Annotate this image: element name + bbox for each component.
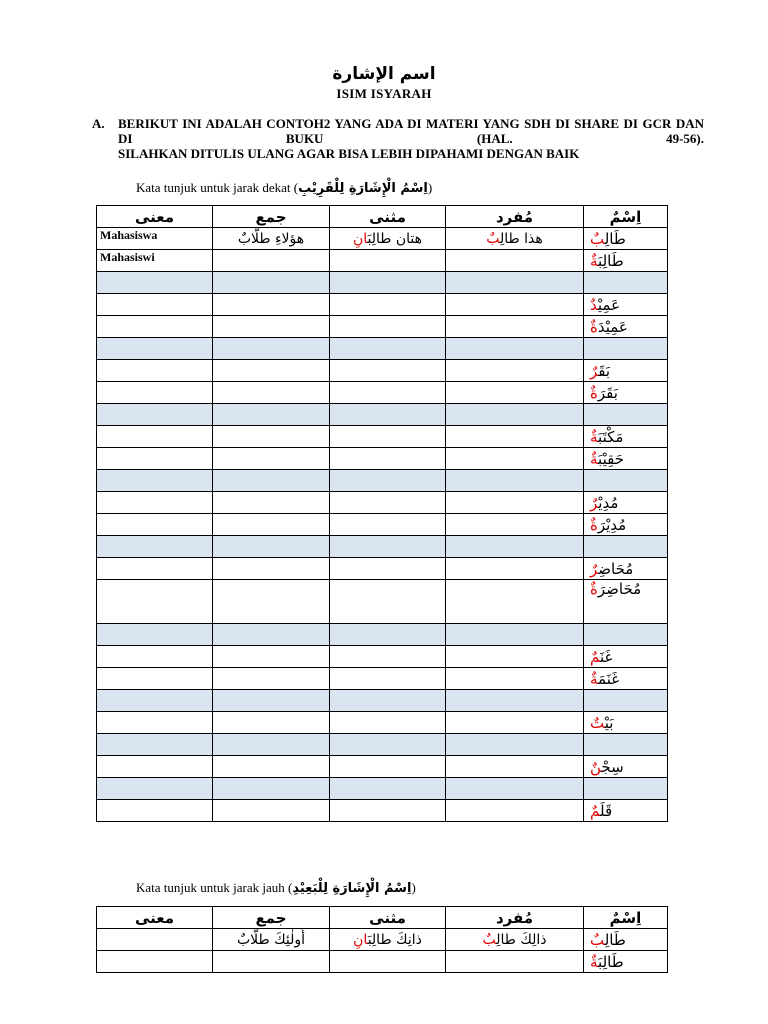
cell-ism (584, 470, 668, 492)
cell-ism: طَالِبٌ (584, 228, 668, 250)
cell-ism (584, 778, 668, 800)
table-near (96, 205, 668, 822)
cell-ism (584, 272, 668, 294)
cell-makna[interactable] (97, 492, 213, 514)
cell-ism: مَكْتَبَةٌ (584, 426, 668, 448)
cell-makna[interactable] (97, 580, 213, 624)
table-row (97, 800, 668, 822)
cell-jamak[interactable] (213, 360, 330, 382)
header-mutsanna: مثنى (330, 206, 446, 228)
cell-mutsanna[interactable] (330, 558, 446, 580)
cell-mutsanna[interactable] (330, 448, 446, 470)
cell-jamak[interactable] (213, 426, 330, 448)
cell-makna[interactable] (97, 360, 213, 382)
cell-mufrad[interactable] (446, 624, 584, 646)
cell-jamak[interactable]: هؤلاءِ طلّابٌ (213, 228, 330, 250)
cell-makna[interactable] (97, 929, 213, 951)
cell-makna[interactable] (97, 338, 213, 360)
instruction-number: A. (92, 116, 105, 131)
cell-makna[interactable] (97, 382, 213, 404)
cell-mutsanna[interactable] (330, 338, 446, 360)
cell-jamak[interactable] (213, 646, 330, 668)
cell-mufrad[interactable]: ذالِكَ طالِبٌ (446, 929, 584, 951)
cell-mutsanna[interactable] (330, 690, 446, 712)
cell-ism: طَالِبٌ (584, 929, 668, 951)
cell-ism (584, 536, 668, 558)
cell-makna[interactable] (97, 404, 213, 426)
table-row (97, 250, 668, 272)
cell-makna[interactable] (97, 470, 213, 492)
cell-makna[interactable] (97, 668, 213, 690)
cell-mutsanna[interactable] (330, 492, 446, 514)
cell-mutsanna[interactable] (330, 250, 446, 272)
table-row (97, 646, 668, 668)
table-row (97, 951, 668, 973)
table-row (97, 580, 668, 624)
cell-mufrad[interactable] (446, 250, 584, 272)
cell-jamak[interactable] (213, 272, 330, 294)
cell-mutsanna[interactable] (330, 426, 446, 448)
cell-mutsanna[interactable] (330, 294, 446, 316)
cell-mutsanna[interactable] (330, 951, 446, 973)
cell-makna[interactable]: Mahasiswa (97, 228, 213, 250)
cell-mufrad[interactable] (446, 514, 584, 536)
cell-mutsanna[interactable] (330, 272, 446, 294)
cell-ism (584, 734, 668, 756)
cell-mutsanna[interactable] (330, 360, 446, 382)
table-row (97, 712, 668, 734)
table-row (97, 448, 668, 470)
cell-mutsanna[interactable] (330, 404, 446, 426)
cell-ism: طَالِبَةٌ (584, 250, 668, 272)
cell-mufrad[interactable] (446, 800, 584, 822)
table-row (97, 668, 668, 690)
instruction-line-1: BERIKUT INI ADALAH CONTOH2 YANG ADA DI MATERI YANG SDH DI SHARE DI GCR DAN DI BUKU (HAL. 49-56). (118, 116, 704, 146)
cell-jamak[interactable] (213, 492, 330, 514)
cell-mufrad[interactable] (446, 951, 584, 973)
cell-jamak[interactable] (213, 668, 330, 690)
table-row (97, 338, 668, 360)
cell-mufrad[interactable] (446, 756, 584, 778)
cell-makna[interactable] (97, 778, 213, 800)
page-title-arabic: اسم الإشارة (332, 64, 436, 84)
cell-jamak[interactable] (213, 382, 330, 404)
cell-makna[interactable] (97, 756, 213, 778)
cell-mufrad[interactable] (446, 470, 584, 492)
cell-ism: مُدِيْرٌ (584, 492, 668, 514)
header-makna: معنى (97, 907, 213, 929)
cell-mufrad[interactable] (446, 426, 584, 448)
cell-makna[interactable] (97, 646, 213, 668)
cell-mufrad[interactable] (446, 294, 584, 316)
cell-mufrad[interactable] (446, 668, 584, 690)
cell-ism (584, 690, 668, 712)
header-ism: اِسْمٌ (584, 206, 668, 228)
cell-makna[interactable] (97, 316, 213, 338)
cell-makna[interactable] (97, 558, 213, 580)
table-row (97, 316, 668, 338)
cell-mutsanna[interactable] (330, 734, 446, 756)
table-header-row (97, 907, 668, 929)
cell-makna[interactable] (97, 624, 213, 646)
cell-makna[interactable] (97, 536, 213, 558)
cell-mutsanna[interactable] (330, 470, 446, 492)
cell-jamak[interactable] (213, 536, 330, 558)
header-ism: اِسْمٌ (584, 907, 668, 929)
table-row (97, 382, 668, 404)
cell-ism: مُحَاضِرٌ (584, 558, 668, 580)
cell-jamak[interactable] (213, 778, 330, 800)
cell-makna[interactable] (97, 951, 213, 973)
cell-mufrad[interactable] (446, 580, 584, 624)
cell-ism (584, 338, 668, 360)
cell-jamak[interactable] (213, 712, 330, 734)
header-mufrad: مُفرد (446, 907, 584, 929)
cell-jamak[interactable] (213, 558, 330, 580)
table-row (97, 558, 668, 580)
cell-jamak[interactable] (213, 404, 330, 426)
cell-mufrad[interactable] (446, 734, 584, 756)
cell-ism: غَنَمٌ (584, 646, 668, 668)
cell-jamak[interactable] (213, 951, 330, 973)
cell-ism: قَلَمٌ (584, 800, 668, 822)
section-near-label-arabic: اِسْمُ الْإِشَارَةِ لِلْقَرِيْبِ (298, 181, 428, 196)
header-jamak: جمع (213, 907, 330, 929)
cell-mutsanna[interactable]: هتان طالِبَانِ (330, 228, 446, 250)
cell-jamak[interactable] (213, 690, 330, 712)
table-row (97, 536, 668, 558)
cell-ism: عَمِيْدٌ (584, 294, 668, 316)
section-near-label: Kata tunjuk untuk jarak dekat (اِسْمُ الْإِشَارَةِ لِلْقَرِيْبِ) (136, 180, 433, 196)
cell-jamak[interactable]: أُولٰئِكَ طلّابٌ (213, 929, 330, 951)
cell-mufrad[interactable] (446, 690, 584, 712)
cell-jamak[interactable] (213, 580, 330, 624)
cell-mufrad[interactable] (446, 448, 584, 470)
cell-ism: مُحَاضِرَةٌ (584, 580, 668, 624)
cell-ism: طَالِبَةٌ (584, 951, 668, 973)
cell-mutsanna[interactable] (330, 536, 446, 558)
cell-mutsanna[interactable] (330, 316, 446, 338)
table-row (97, 690, 668, 712)
cell-jamak[interactable] (213, 514, 330, 536)
table-row (97, 778, 668, 800)
instruction-block (92, 116, 704, 161)
cell-jamak[interactable] (213, 734, 330, 756)
cell-jamak[interactable] (213, 250, 330, 272)
cell-mutsanna[interactable] (330, 756, 446, 778)
instruction-line-2: SILAHKAN DITULIS ULANG AGAR BISA LEBIH DIPAHAMI DENGAN BAIK (118, 146, 580, 161)
cell-ism: غَنَمَةٌ (584, 668, 668, 690)
cell-makna[interactable] (97, 734, 213, 756)
table-row (97, 514, 668, 536)
cell-makna[interactable]: Mahasiswi (97, 250, 213, 272)
cell-mufrad[interactable] (446, 536, 584, 558)
cell-ism: بَيْتٌ (584, 712, 668, 734)
table-row (97, 404, 668, 426)
header-makna: معنى (97, 206, 213, 228)
header-mutsanna: مثنى (330, 907, 446, 929)
cell-jamak[interactable] (213, 338, 330, 360)
cell-mufrad[interactable] (446, 712, 584, 734)
table-row (97, 929, 668, 951)
table-row (97, 294, 668, 316)
cell-mutsanna[interactable] (330, 580, 446, 624)
table-row (97, 624, 668, 646)
table-row (97, 426, 668, 448)
table-row (97, 228, 668, 250)
header-jamak: جمع (213, 206, 330, 228)
cell-ism: سِجْنٌ (584, 756, 668, 778)
cell-mutsanna[interactable] (330, 668, 446, 690)
cell-makna[interactable] (97, 690, 213, 712)
cell-mutsanna[interactable] (330, 800, 446, 822)
cell-mutsanna[interactable] (330, 382, 446, 404)
cell-mutsanna[interactable] (330, 712, 446, 734)
cell-jamak[interactable] (213, 316, 330, 338)
cell-mutsanna[interactable] (330, 646, 446, 668)
cell-jamak[interactable] (213, 470, 330, 492)
cell-makna[interactable] (97, 272, 213, 294)
cell-jamak[interactable] (213, 800, 330, 822)
table-header-row (97, 206, 668, 228)
table-row (97, 272, 668, 294)
cell-mufrad[interactable] (446, 778, 584, 800)
cell-jamak[interactable] (213, 448, 330, 470)
cell-ism: حَقِيْبَةٌ (584, 448, 668, 470)
cell-mufrad[interactable] (446, 492, 584, 514)
cell-jamak[interactable] (213, 624, 330, 646)
cell-makna[interactable] (97, 514, 213, 536)
table-row (97, 360, 668, 382)
cell-makna[interactable] (97, 712, 213, 734)
page-title-latin: ISIM ISYARAH (336, 86, 432, 101)
cell-makna[interactable] (97, 800, 213, 822)
cell-mutsanna[interactable] (330, 778, 446, 800)
cell-mufrad[interactable] (446, 382, 584, 404)
table-far (96, 906, 668, 973)
cell-mufrad[interactable] (446, 360, 584, 382)
cell-makna[interactable] (97, 426, 213, 448)
cell-ism (584, 404, 668, 426)
cell-ism (584, 624, 668, 646)
cell-ism: مُدِيْرَةٌ (584, 514, 668, 536)
cell-ism: عَمِيْدَةٌ (584, 316, 668, 338)
cell-mutsanna[interactable] (330, 514, 446, 536)
section-far-label: Kata tunjuk untuk jarak jauh (اِسْمُ الْإِشَارَةِ لِلْبَعِيْدِ) (136, 880, 416, 896)
cell-jamak[interactable] (213, 756, 330, 778)
cell-mutsanna[interactable] (330, 624, 446, 646)
cell-mufrad[interactable] (446, 272, 584, 294)
cell-mufrad[interactable] (446, 558, 584, 580)
cell-makna[interactable] (97, 448, 213, 470)
cell-mufrad[interactable] (446, 338, 584, 360)
section-far-label-arabic: اِسْمُ الْإِشَارَةِ لِلْبَعِيْدِ (292, 881, 412, 896)
table-row (97, 492, 668, 514)
table-row (97, 734, 668, 756)
cell-mutsanna[interactable]: ذانِكَ طالِبَانِ (330, 929, 446, 951)
header-mufrad: مُفرد (446, 206, 584, 228)
table-row (97, 756, 668, 778)
cell-mufrad[interactable]: هذا طالِبٌ (446, 228, 584, 250)
cell-makna[interactable] (97, 294, 213, 316)
cell-ism: بَقَرَةٌ (584, 382, 668, 404)
cell-mufrad[interactable] (446, 646, 584, 668)
table-row (97, 470, 668, 492)
cell-mufrad[interactable] (446, 316, 584, 338)
cell-jamak[interactable] (213, 294, 330, 316)
cell-mufrad[interactable] (446, 404, 584, 426)
cell-ism: بَقَرٌ (584, 360, 668, 382)
